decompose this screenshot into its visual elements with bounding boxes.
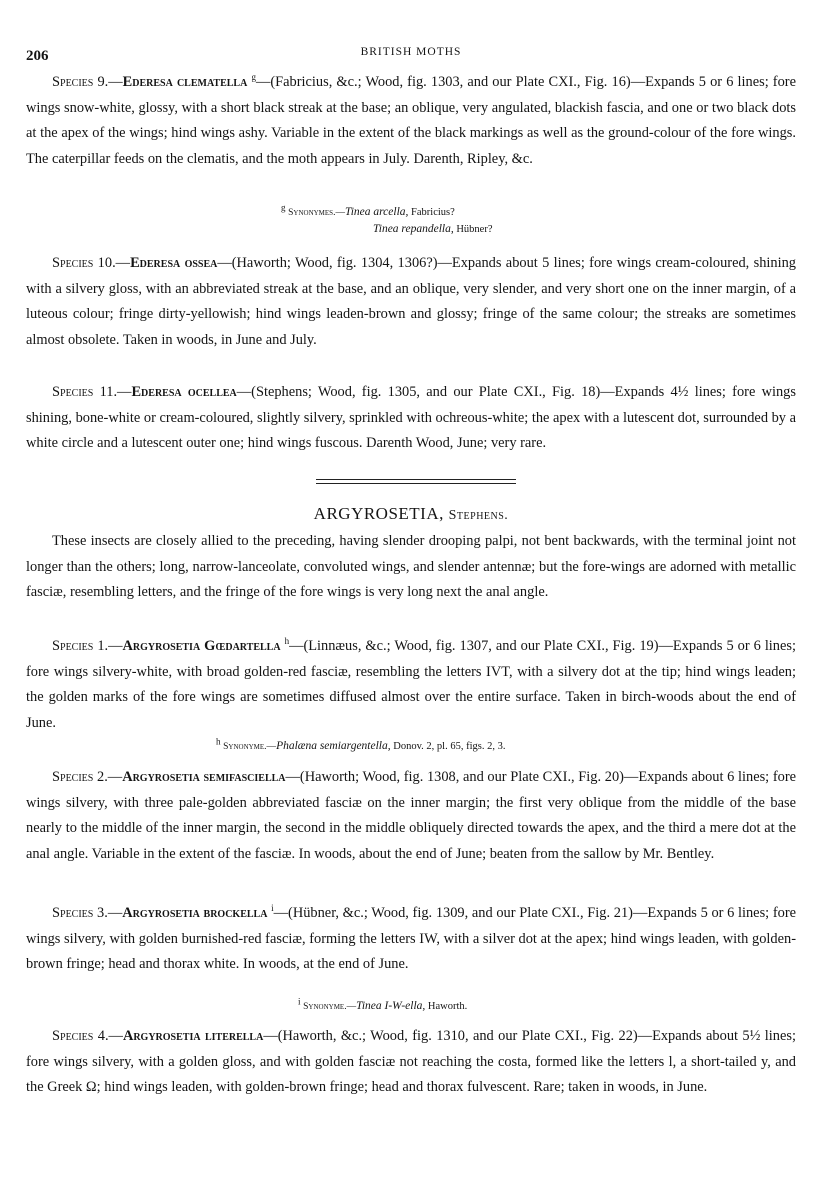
footnote-label: Synonyme.—: [303, 1002, 357, 1012]
genus-name: ARGYROSETIA,: [313, 504, 444, 523]
species-entry: [26, 901, 796, 978]
running-title: BRITISH MOTHS: [360, 46, 462, 58]
synonym-author: Hübner?: [456, 224, 493, 235]
synonym-name: Tinea I-W-ella,: [356, 1000, 426, 1012]
footnote-h: [216, 738, 505, 755]
synonym-name: Phalæna semiargentella,: [276, 740, 391, 752]
footnote-mark: i: [298, 996, 301, 1007]
genus-heading: [26, 504, 796, 524]
species-label: Species 1.—: [52, 638, 123, 654]
species-description: —(Haworth; Wood, fig. 1308, and our Plate CXI., Fig. 20)—Expands about 6 lines; fore wings silvery, with three pale-golden abbreviated fasciæ on the inner margin; the first very oblique from the middle of the base nearly to the middle of the inner margin, the second in the middle obliquely directed towards the apex, and the third a mere dot at the anal angle. Variable in the extent of the fasciæ. In woods, about the end of June; beaten from the sallow by Mr. Bentley.: [26, 769, 796, 862]
species-name: Argyrosetia literella: [122, 1028, 264, 1044]
species-description: —(Linnæus, &c.; Wood, fig. 1307, and our Plate CXI., Fig. 19)—Expands 5 or 6 lines; fore wings silvery-white, with broad golden-red fasciæ, resembling the letters IVT, with a silvery dot at the tip; hind wings leaden; the golden marks of the fore wings are sometimes diffused almost over the entire surface. Taken in birch-woods about the end of June.: [26, 638, 796, 731]
footnote-mark: i: [271, 903, 274, 914]
synonym-author: Fabricius?: [411, 207, 455, 218]
species-description: —(Haworth, &c.; Wood, fig. 1310, and our Plate CXI., Fig. 22)—Expands about 5½ lines; fore wings silvery, with a golden gloss, and with golden fasciæ not reaching the costa, formed like the letters l, a short-tailed y, and the Greek Ω; hind wings leaden, with golden-brown fringe; head and thorax fulvescent. Rare; taken in woods, in June.: [26, 1028, 796, 1095]
footnote-mark: g: [251, 72, 256, 83]
footnote-i: [298, 998, 467, 1015]
footnote-label: Synonymes.—: [288, 208, 345, 218]
synonym-author: Haworth.: [427, 1001, 468, 1012]
species-entry: [26, 251, 796, 353]
page-header: [26, 46, 796, 66]
species-label: Species 9.—: [52, 74, 123, 90]
section-divider: [316, 479, 516, 480]
species-description: —(Fabricius, &c.; Wood, fig. 1303, and our Plate CXI., Fig. 16)—Expands 5 or 6 lines; fore wings snow-white, glossy, with a short black streak at the base; an oblique, very angulated, blackish fascia, and one or two black dots at the apex of the wings; hind wings ashy. Variable in the extent of the black markings as well as the ground-colour of the fore wings. The caterpillar feeds on the clematis, and the moth appears in July. Darenth, Ripley, &c.: [26, 74, 796, 167]
synonym-name: Tinea repandella,: [373, 223, 454, 235]
synonym-reference: Donov. 2, pl. 65, figs. 2, 3.: [393, 741, 506, 752]
footnote-mark: h: [216, 736, 221, 747]
genus-introduction: These insects are closely allied to the preceding, having slender drooping palpi, not bent backwards, with the terminal joint not longer than the others; long, narrow-lanceolate, convoluted wings, and slender antennæ; but the fore-wings are adorned with metallic fasciæ, resembling letters, and the fringe of the fore wings is very long next the anal angle.: [26, 533, 796, 600]
footnote-mark: g: [281, 202, 286, 213]
species-description: —(Haworth; Wood, fig. 1304, 1306?)—Expands about 5 lines; fore wings cream-coloured, shining with a silvery gloss, with an abbreviated streak at the base, and an oblique, very slender, and very short one on the inner margin, of a luteous colour; fringe dirty-yellowish; hind wings leaden-brown and glossy; fringe of the same colour; the streaks are sometimes almost obsolete. Taken in woods, in June and July.: [26, 255, 796, 348]
species-name: Ederesa ossea: [130, 255, 218, 271]
species-entry: [26, 380, 796, 457]
species-name: Argyrosetia Gœdartella: [122, 638, 281, 654]
genus-author: Stephens.: [448, 508, 509, 523]
species-description: —(Hübner, &c.; Wood, fig. 1309, and our Plate CXI., Fig. 21)—Expands 5 or 6 lines; fore wings silvery, with golden burnished-red fasciæ, forming the letters IW, with a silver dot at the apex; hind wings leaden, with golden-brown fringe; head and thorax white. In woods, at the end of June.: [26, 905, 797, 972]
synonym-name: Tinea arcella,: [344, 206, 409, 218]
footnote-mark: h: [284, 636, 290, 647]
species-name: Ederesa ocellea: [131, 384, 237, 400]
page-number: 206: [26, 48, 49, 64]
footnote-g: [281, 204, 493, 238]
species-entry: [26, 70, 796, 172]
species-label: Species 4.—: [52, 1028, 123, 1044]
species-label: Species 2.—: [52, 769, 123, 785]
section-divider: [316, 483, 516, 484]
species-label: Species 3.—: [52, 905, 123, 921]
species-name: Argyrosetia brockella: [122, 905, 268, 921]
species-entry: [26, 634, 796, 736]
species-entry: [26, 765, 796, 867]
species-name: Ederesa clematella: [122, 74, 248, 90]
species-description: —(Stephens; Wood, fig. 1305, and our Plate CXI., Fig. 18)—Expands 4½ lines; fore wings shining, bone-white or cream-coloured, slightly silvery, sprinkled with ochreous-white; the apex with a lutescent dot, surrounded by a white circle and a lutescent outer one; hind wings fuscous. Darenth Wood, June; very rare.: [26, 384, 796, 451]
footnote-label: Synonyme.—: [223, 742, 277, 752]
species-label: Species 10.—: [52, 255, 131, 271]
species-entry: [26, 1024, 796, 1101]
species-label: Species 11.—: [52, 384, 132, 400]
species-name: Argyrosetia semifasciella: [122, 769, 286, 785]
